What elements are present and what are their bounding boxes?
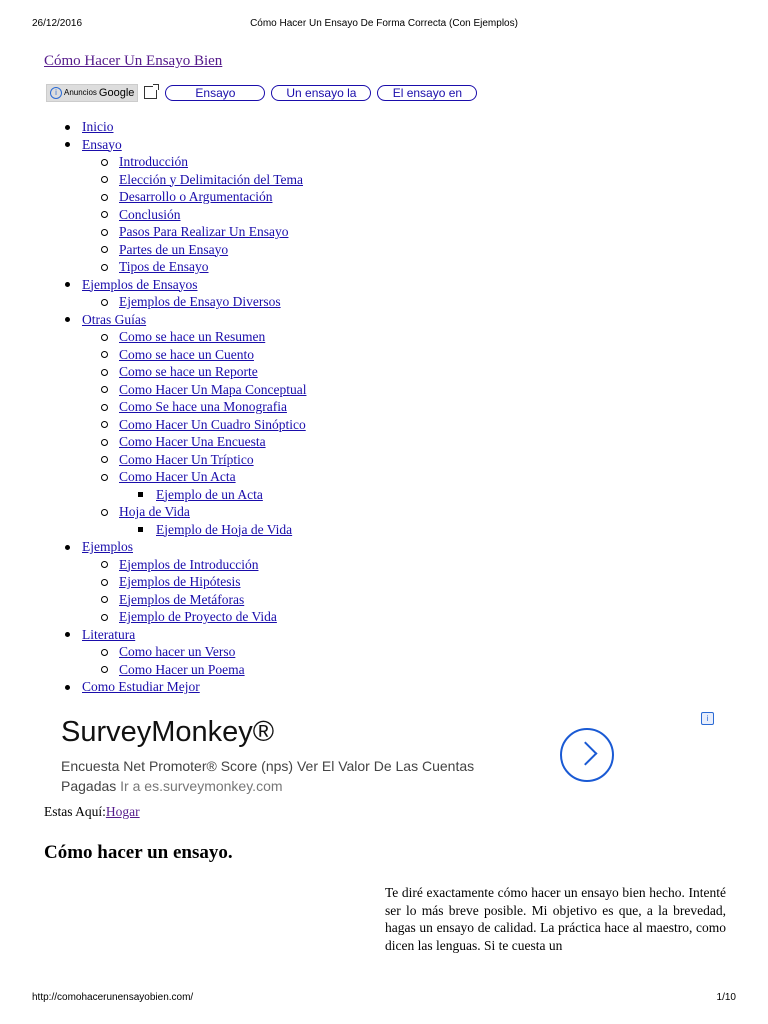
nav-link-literatura[interactable]: Literatura <box>82 626 136 642</box>
nav-sublink[interactable]: Ejemplo de Proyecto de Vida <box>119 609 277 624</box>
ad-brand-title[interactable]: SurveyMonkey® <box>61 716 275 748</box>
print-page-number: 1/10 <box>716 992 736 1003</box>
info-icon: i <box>50 87 62 99</box>
nav-sublink[interactable]: Conclusión <box>119 206 181 222</box>
site-navigation <box>62 118 306 696</box>
nav-subsublink[interactable]: Ejemplo de un Acta <box>156 486 263 502</box>
nav-link-estudiar[interactable]: Como Estudiar Mejor <box>82 679 200 694</box>
nav-link-otras-guias[interactable]: Otras Guías <box>82 311 147 327</box>
article-intro-text: Te diré exactamente cómo hacer un ensayo bien hecho. Intenté ser lo más breve posible. Mi objetivo es que, a la brevedad, hagas un ensayo de calidad. La práctica hace al maestro, como dicen las lenguas. Si te cuesta un <box>385 885 726 953</box>
print-header <box>32 18 736 32</box>
nav-sublink[interactable]: Ejemplos de Introducción <box>119 556 259 572</box>
nav-item <box>62 118 306 136</box>
nav-sublink[interactable]: Como se hace un Cuento <box>119 346 254 362</box>
nav-sublink[interactable]: Como se hace un Reporte <box>119 364 258 379</box>
nav-link-ejemplos-ensayos[interactable]: Ejemplos de Ensayos <box>82 276 198 292</box>
nav-sublink[interactable]: Como hacer un Verso <box>119 644 236 659</box>
nav-sublink[interactable]: Como Se hace una Monografia <box>119 399 287 414</box>
nav-sublink[interactable]: Como Hacer Una Encuesta <box>119 434 266 449</box>
nav-sublink-acta[interactable]: Como Hacer Un Acta <box>119 469 236 484</box>
nav-link-ensayo[interactable]: Ensayo <box>82 136 122 152</box>
ad-description: Encuesta Net Promoter® Score (nps) Ver El Valor De Las Cuentas Pagadas Ir a es.surveymonkey.com <box>61 758 475 794</box>
nav-sublink[interactable]: Elección y Delimitación del Tema <box>119 171 303 187</box>
ad-pill-ensayo[interactable]: Ensayo <box>165 85 265 101</box>
site-title-link[interactable]: Cómo Hacer Un Ensayo Bien <box>44 53 223 69</box>
ad-info-icon[interactable]: i <box>701 712 714 725</box>
nav-sublink[interactable]: Como Hacer Un Cuadro Sinóptico <box>119 416 306 432</box>
print-footer <box>32 992 736 1006</box>
nav-sublink[interactable]: Como Hacer Un Mapa Conceptual <box>119 381 307 397</box>
nav-link-inicio[interactable]: Inicio <box>82 119 114 134</box>
external-link-icon[interactable] <box>144 86 157 99</box>
print-date: 26/12/2016 <box>32 18 83 29</box>
google-ads-badge[interactable]: i Anuncios Google <box>46 84 138 102</box>
nav-sublink[interactable]: Como se hace un Resumen <box>119 329 266 344</box>
ad-links-bar <box>46 84 477 101</box>
nav-sublink-hoja[interactable]: Hoja de Vida <box>119 504 190 519</box>
ad-pill-un-ensayo-la[interactable]: Un ensayo la <box>271 85 371 101</box>
nav-item <box>62 678 306 696</box>
nav-sublink[interactable]: Pasos Para Realizar Un Ensayo <box>119 224 289 239</box>
nav-sublink[interactable]: Ejemplos de Ensayo Diversos <box>119 294 281 309</box>
nav-item <box>62 311 306 539</box>
nav-sublink[interactable]: Como Hacer un Poema <box>119 661 245 677</box>
nav-sublink[interactable]: Introducción <box>119 154 188 169</box>
chevron-right-icon[interactable] <box>560 728 614 782</box>
page-title: Cómo hacer un ensayo. <box>44 842 233 863</box>
nav-sublink[interactable]: Partes de un Ensayo <box>119 241 229 257</box>
nav-item <box>62 136 306 276</box>
nav-item <box>62 276 306 311</box>
nav-link-ejemplos[interactable]: Ejemplos <box>82 539 133 554</box>
ad-pill-el-ensayo-en[interactable]: El ensayo en <box>377 85 477 101</box>
nav-sublink[interactable]: Ejemplos de Metáforas <box>119 591 245 607</box>
breadcrumb: Estas Aquí:Hogar <box>44 804 140 819</box>
nav-sublink[interactable]: Desarrollo o Argumentación <box>119 189 273 204</box>
nav-sublink[interactable]: Tipos de Ensayo <box>119 259 209 274</box>
print-url: http://comohacerunensayobien.com/ <box>32 992 194 1003</box>
print-page-title: Cómo Hacer Un Ensayo De Forma Correcta (Con Ejemplos) <box>250 18 518 29</box>
nav-item <box>62 626 306 679</box>
nav-sublink[interactable]: Como Hacer Un Tríptico <box>119 451 254 467</box>
nav-subsublink[interactable]: Ejemplo de Hoja de Vida <box>156 521 293 537</box>
surveymonkey-ad[interactable] <box>44 712 724 798</box>
nav-item <box>62 538 306 626</box>
nav-sublink[interactable]: Ejemplos de Hipótesis <box>119 574 241 589</box>
ad-goto-link[interactable]: Ir a es.surveymonkey.com <box>120 778 283 794</box>
breadcrumb-home-link[interactable]: Hogar <box>105 804 140 819</box>
